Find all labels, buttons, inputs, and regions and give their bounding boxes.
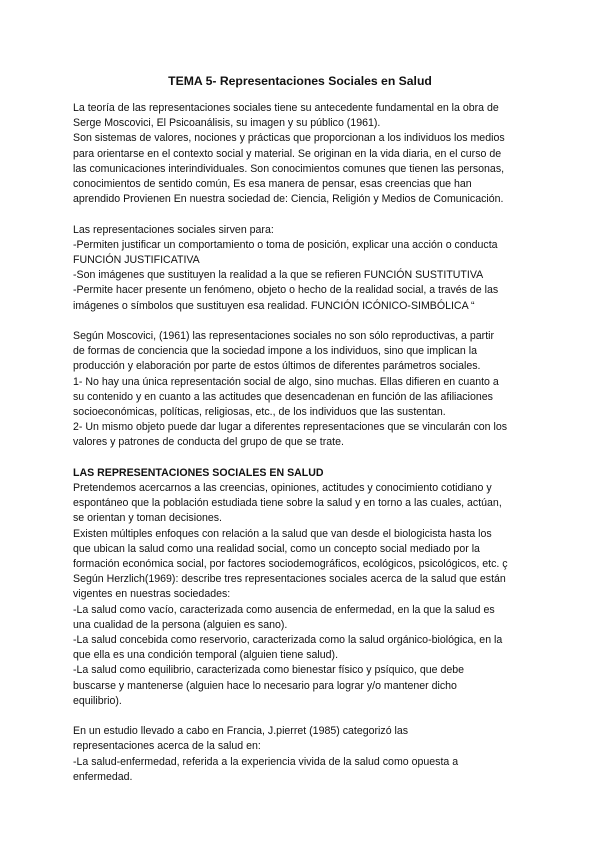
paragraph-functions [73, 223, 543, 314]
text-line: buscarse y mantenerse (alguien hace lo necesario para lograr y/o mantener dicho [73, 679, 457, 692]
text-line: su contenido y en cuanto a las actitudes que desencadenan en función de las afiliaciones [73, 390, 493, 403]
text-line: equilibrio). [73, 694, 122, 707]
text-line: -Permiten justificar un comportamiento o toma de posición, explicar una acción o conducta [73, 238, 498, 251]
text-line: aprendido Provienen En nuestra sociedad de: Ciencia, Religión y Medios de Comunicación. [73, 193, 504, 206]
text-line: -La salud-enfermedad, referida a la experiencia vivida de la salud como opuesta a [73, 755, 459, 768]
text-line: imágenes o símbolos que sustituyen esa realidad. FUNCIÓN ICÓNICO-SIMBÓLICA “ [73, 299, 475, 312]
text-line: se orientan y toman decisiones. [73, 512, 222, 525]
text-line: Las representaciones sociales sirven para: [73, 223, 274, 236]
text-line: conocimientos de sentido común, Es esa manera de pensar, esas creencias que han [73, 178, 472, 191]
text-line: La teoría de las representaciones sociales tiene su antecedente fundamental en la obra de [73, 102, 499, 114]
text-line: -Son imágenes que sustituyen la realidad a la que se refieren FUNCIÓN SUSTITUTIVA [73, 269, 484, 282]
text-line: Existen múltiples enfoques con relación a la salud que van desde el biologicista hasta los [73, 527, 492, 540]
paragraph-pierret-study [73, 724, 543, 785]
text-line: de formas de conciencia que la sociedad impone a los individuos, sino que implican la [73, 345, 477, 358]
text-line: producción y elaboración por parte de estos últimos de diferentes parámetros sociales. [73, 360, 481, 373]
text-line: enfermedad. [73, 770, 133, 783]
text-line: -Permite hacer presente un fenómeno, objeto o hecho de la realidad social, a través de las [73, 284, 499, 297]
document-body [73, 101, 543, 800]
text-line: 2- Un mismo objeto puede dar lugar a diferentes representaciones que se vincularán con los [73, 421, 508, 434]
text-line: las comunicaciones interindividuales. Son conocimientos comunes que tienen las personas, [73, 162, 505, 175]
text-line: Son sistemas de valores, nociones y prácticas que proporcionan a los individuos los medios [73, 132, 505, 145]
text-line: 1- No hay una única representación social de algo, sino muchas. Ellas difieren en cuanto a [73, 375, 499, 388]
text-line: espontáneo que la población estudiada tiene sobre la salud y en torno a las cuales, actúan, [73, 497, 502, 510]
text-line: formación económica social, por factores sociodemográficos, ecológicos, psicológicos, etc. ç [73, 558, 508, 571]
text-line: Según Herzlich(1969): describe tres representaciones sociales acerca de la salud que están [73, 573, 506, 586]
text-line: Según Moscovici, (1961) las representaciones sociales no son sólo reproductivas, a partir [73, 330, 495, 343]
text-line: para orientarse en el contexto social y material. Se originan en la vida diaria, en el curso de [73, 147, 502, 160]
text-line: Pretendemos acercarnos a las creencias, opiniones, actitudes y conocimiento cotidiano y [73, 482, 492, 495]
text-line: FUNCIÓN JUSTIFICATIVA [73, 254, 200, 267]
text-line: representaciones acerca de la salud en: [73, 740, 261, 753]
text-line: Serge Moscovici, El Psicoanálisis, su imagen y su público (1961). [73, 117, 381, 130]
document-title: TEMA 5- Representaciones Sociales en Salud [168, 74, 432, 88]
text-line: -La salud como equilibrio, caracterizada como bienestar físico y psíquico, que debe [73, 664, 465, 677]
text-line: que ubican la salud como una realidad social, como un concepto social mediado por la [73, 542, 480, 555]
section-health-representations [73, 466, 543, 709]
text-line: valores y patrones de conducta del grupo de que se trate. [73, 436, 344, 449]
text-line: socioeconómicas, políticas, religiosas, etc., de los individuos que las sustentan. [73, 406, 446, 419]
text-line: que ella es una condición temporal (alguien tiene salud). [73, 649, 339, 662]
paragraph-introduction [73, 101, 543, 207]
text-line: En un estudio llevado a cabo en Francia, J.pierret (1985) categorizó las [73, 725, 409, 738]
text-line: -La salud concebida como reservorio, caracterizada como la salud orgánico-biológica, en la [73, 634, 503, 647]
section-heading: LAS REPRESENTACIONES SOCIALES EN SALUD [73, 466, 324, 479]
text-line: una cualidad de la persona (alguien es sano). [73, 618, 288, 631]
paragraph-moscovici [73, 329, 543, 451]
text-line: vigentes en nuestras sociedades: [73, 588, 231, 601]
text-line: -La salud como vacío, caracterizada como ausencia de enfermedad, en la que la salud es [73, 603, 495, 616]
